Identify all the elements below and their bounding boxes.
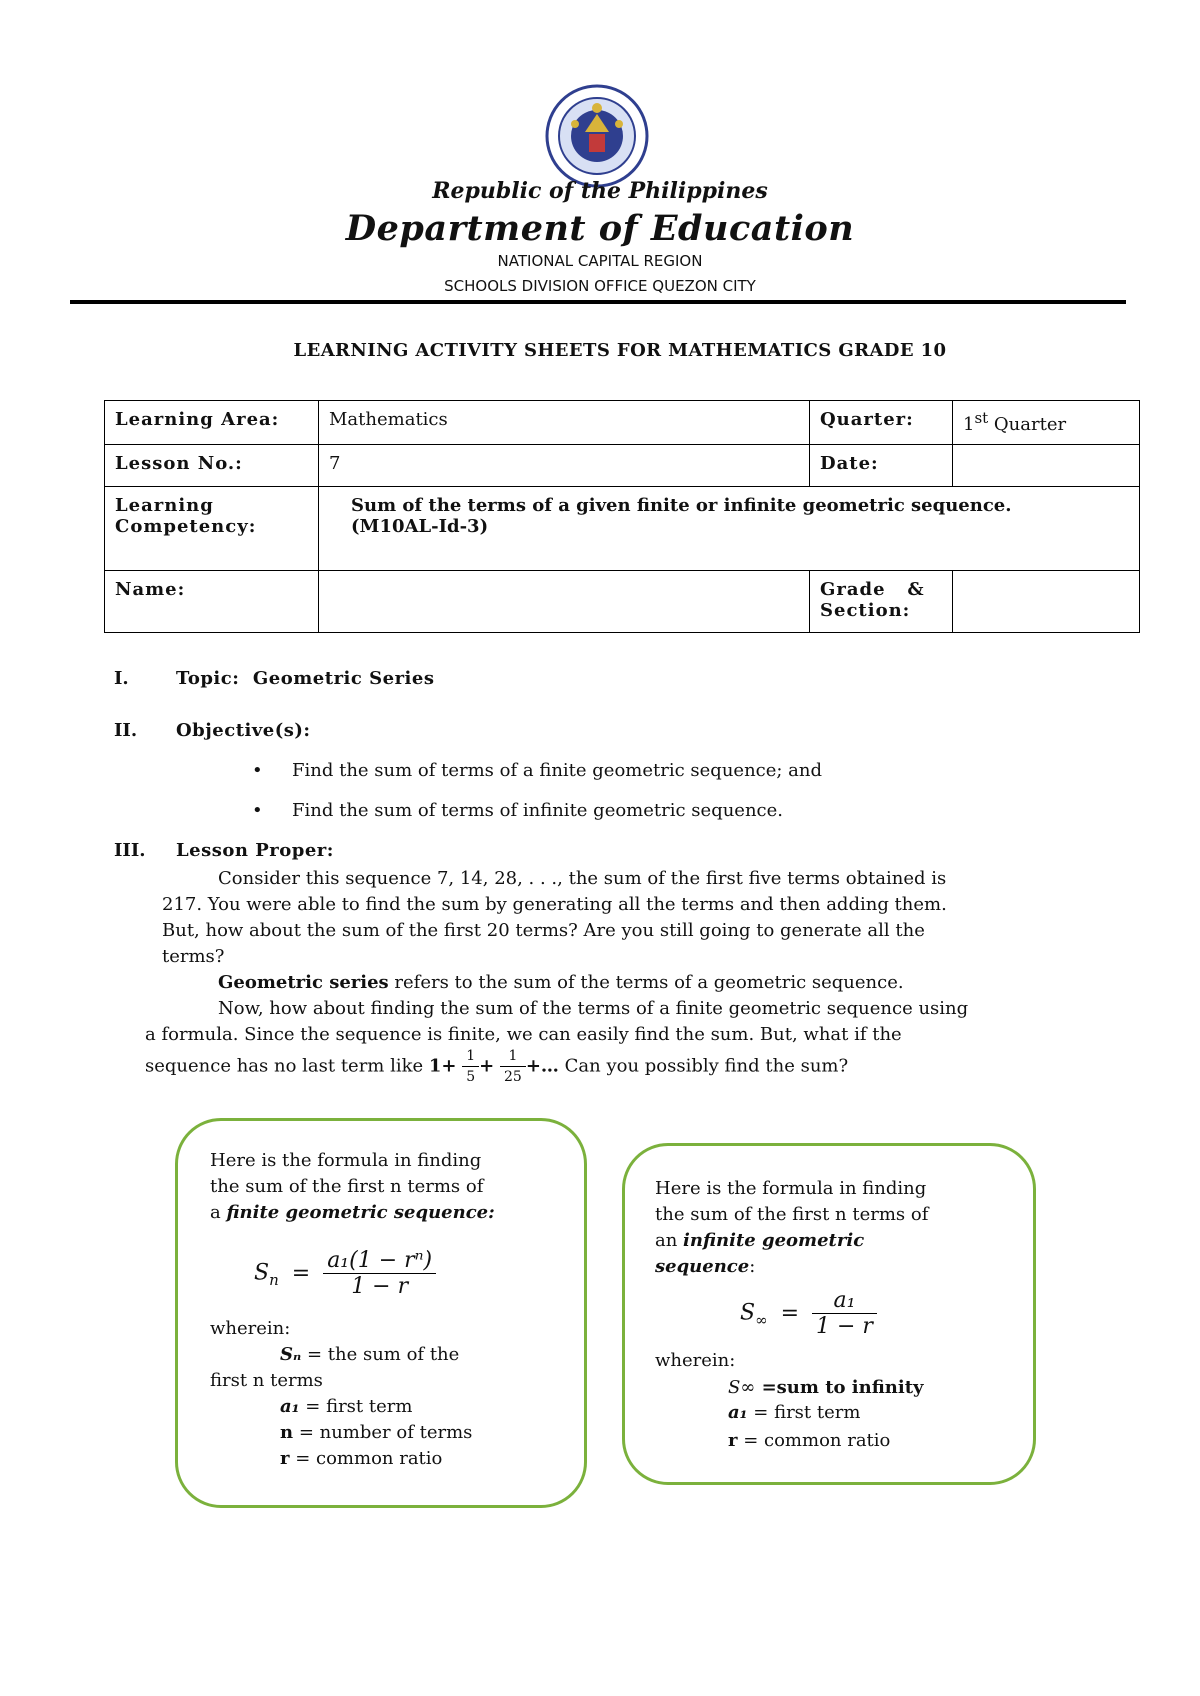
quarter-label: Quarter:	[810, 401, 953, 445]
name-label: Name:	[105, 571, 319, 633]
grade-section-value	[953, 571, 1140, 633]
republic-heading: Republic of the Philippines	[432, 178, 768, 204]
division-heading: SCHOOLS DIVISION OFFICE QUEZON CITY	[444, 277, 756, 295]
learning-area-label: Learning Area:	[105, 401, 319, 445]
finite-box-line1: Here is the formula in finding	[210, 1150, 482, 1171]
finite-def-r: r = common ratio	[280, 1448, 443, 1469]
infinite-formula-fraction: $\frac{\text{a₁}}{1 - r}$	[812, 1288, 877, 1339]
finite-wherein: wherein:	[210, 1318, 291, 1339]
infinite-sum-formula: $S_\infty$ = $\frac{\text{a₁}}{1 - r}$	[740, 1288, 877, 1339]
finite-box-line2: the sum of the first n terms of	[210, 1176, 484, 1197]
date-label: Date:	[810, 445, 953, 487]
lesson-p3-line3: sequence has no last term like 1+ $\frac{1}{5}$ + $\frac{1}{25}$ +… Can you possibly find the sum?	[145, 1048, 849, 1085]
learning-area-value: Mathematics	[319, 401, 810, 445]
info-table	[104, 400, 1140, 633]
infinite-box-line4: sequence:	[655, 1256, 756, 1277]
infinite-wherein: wherein:	[655, 1350, 736, 1371]
topic-heading: Topic: Geometric Series	[176, 668, 435, 689]
lesson-p1-line2: 217. You were able to find the sum by generating all the terms and then adding them.	[162, 894, 947, 915]
infinite-def-r: r = common ratio	[728, 1430, 891, 1451]
fraction-one-twentyfifth: $\frac{1}{25}$	[500, 1046, 526, 1087]
lesson-p3-line2: a formula. Since the sequence is finite, we can easily find the sum. But, what if the	[145, 1024, 902, 1045]
lesson-label: Lesson No.:	[105, 445, 319, 487]
finite-def-sn: Sₙ = the sum of the	[280, 1344, 460, 1365]
bullet-icon: •	[252, 800, 263, 821]
bullet-icon: •	[252, 760, 263, 781]
objective-item-2: Find the sum of terms of infinite geometric sequence.	[292, 800, 784, 821]
finite-sum-formula: $S_n$ = $\frac{\text{a₁(1 − rⁿ)}}{1 - r}$	[254, 1248, 436, 1299]
infinite-box-line2: the sum of the first n terms of	[655, 1204, 929, 1225]
quarter-value: 1st Quarter	[953, 401, 1140, 445]
infinite-def-a1: a₁ = first term	[728, 1402, 861, 1423]
objective-item-1: Find the sum of terms of a finite geometric sequence; and	[292, 760, 823, 781]
region-heading: NATIONAL CAPITAL REGION	[497, 252, 703, 270]
competency-value: Sum of the terms of a given finite or infinite geometric sequence. (M10AL-Id-3)	[319, 487, 1140, 571]
topic-number: I.	[114, 668, 129, 689]
grade-section-label: Grade & Section:	[810, 571, 953, 633]
fraction-one-fifth: $\frac{1}{5}$	[462, 1046, 479, 1087]
lesson-p1-line1: Consider this sequence 7, 14, 28, . . ., the sum of the first five terms obtained is	[218, 868, 947, 889]
sheet-title: LEARNING ACTIVITY SHEETS FOR MATHEMATICS GRADE 10	[293, 340, 947, 361]
lesson-heading: Lesson Proper:	[176, 840, 334, 861]
competency-label: Learning Competency:	[105, 487, 319, 571]
lesson-p2: Geometric series refers to the sum of the terms of a geometric sequence.	[218, 972, 904, 993]
header-rule	[70, 300, 1126, 304]
objectives-number: II.	[114, 720, 138, 741]
date-value	[953, 445, 1140, 487]
finite-def-n: n = number of terms	[280, 1422, 473, 1443]
infinite-box-line1: Here is the formula in finding	[655, 1178, 927, 1199]
name-value	[319, 571, 810, 633]
department-heading: Department of Education	[345, 208, 855, 249]
infinite-def-sinf: S∞ =sum to infinity	[728, 1377, 924, 1398]
lesson-p3-line1: Now, how about finding the sum of the terms of a finite geometric sequence using	[218, 998, 969, 1019]
lesson-value: 7	[319, 445, 810, 487]
deped-seal	[545, 84, 649, 188]
lesson-p1-line4: terms?	[162, 946, 225, 967]
finite-def-a1: a₁ = first term	[280, 1396, 413, 1417]
finite-formula-fraction: $\frac{\text{a₁(1 − rⁿ)}}{1 - r}$	[323, 1248, 436, 1299]
objectives-heading: Objective(s):	[176, 720, 311, 741]
finite-def-sn-cont: first n terms	[210, 1370, 323, 1391]
lesson-number: III.	[114, 840, 146, 861]
lesson-p1-line3: But, how about the sum of the first 20 terms? Are you still going to generate all the	[162, 920, 925, 941]
finite-box-line3: a finite geometric sequence:	[210, 1202, 495, 1223]
infinite-box-line3: an infinite geometric	[655, 1230, 865, 1251]
